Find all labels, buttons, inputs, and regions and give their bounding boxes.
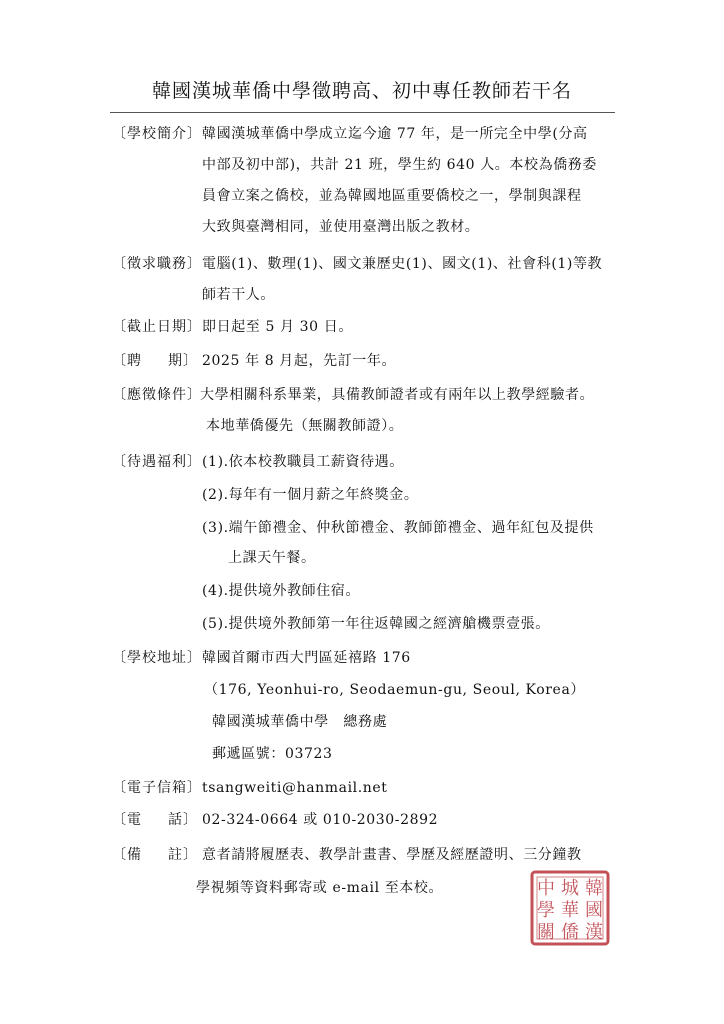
- body-line: 中部及初中部)，共計 21 班，學生約 640 人。本校為僑務委: [202, 157, 597, 173]
- body-line: 郵遞區號：03723: [212, 746, 333, 762]
- page-title: 韓國漢城華僑中學徵聘高、初中專任教師若干名: [151, 80, 572, 102]
- body-line: 02-324-0664 或 010-2030-2892: [202, 812, 439, 828]
- body-line: 2025 年 8 月起，先訂一年。: [202, 353, 397, 369]
- body-line: 師若干人。: [202, 287, 275, 303]
- title-divider: [110, 112, 615, 113]
- body-line: 學視頻等資料郵寄或 e-mail 至本校。: [196, 880, 444, 896]
- section-label: 〔徵求職務〕: [112, 256, 202, 272]
- body-line: 員會立案之僑校，並為韓國地區重要僑校之一，學制與課程: [202, 188, 582, 204]
- seal-glyph: 漢: [585, 922, 603, 943]
- section-label: 〔電子信箱〕: [112, 780, 202, 796]
- body-line: 上課天午餐。: [228, 550, 316, 566]
- section-label: 〔截止日期〕: [112, 319, 202, 335]
- body-line: （176, Yeonhui-ro, Seodaemun-gu, Seoul, Korea）: [204, 682, 585, 698]
- body-line: 本地華僑優先（無關教師證）。: [206, 418, 404, 434]
- body-line: 大學相關科系畢業，具備教師證者或有兩年以上教學經驗者。: [200, 387, 595, 403]
- seal-glyph: 僑: [561, 922, 579, 943]
- section-label: 〔學校簡介〕: [112, 126, 202, 142]
- body-line: 韓國首爾市西大門區延禧路 176: [202, 650, 411, 666]
- body-line: (4).提供境外教師住宿。: [202, 583, 361, 599]
- seal-glyph: 國: [585, 900, 603, 921]
- seal-glyph: 城: [561, 878, 579, 899]
- body-line: 電腦(1)、數理(1)、國文兼歷史(1)、國文(1)、社會科(1)等教: [202, 256, 603, 272]
- section-label: 〔聘期〕: [112, 353, 198, 369]
- seal-glyph: 華: [561, 900, 579, 921]
- section-label: 〔待遇福利〕: [112, 454, 202, 470]
- email-link[interactable]: tsangweiti@hanmail.net: [202, 780, 388, 796]
- body-line: 意者請將履歷表、教學計畫書、學歷及經歷證明、三分鐘教: [202, 847, 582, 863]
- body-line: 韓國漢城華僑中學 總務處: [212, 714, 388, 730]
- body-line: (3).端午節禮金、仲秋節禮金、教師節禮金、過年紅包及提供: [202, 520, 594, 536]
- seal-glyph: 中: [537, 878, 555, 899]
- seal-glyph: 關: [537, 922, 555, 943]
- official-seal-stamp: [530, 870, 610, 946]
- body-line: 即日起至 5 月 30 日。: [202, 319, 353, 335]
- section-label: 〔學校地址〕: [112, 650, 202, 666]
- body-line: (1).依本校教職員工薪資待遇。: [202, 454, 404, 470]
- body-line: 韓國漢城華僑中學成立迄今逾 77 年，是一所完全中學(分高: [202, 126, 588, 142]
- body-line: (2).每年有一個月薪之年終獎金。: [202, 487, 419, 503]
- section-label: 〔應徵條件〕: [112, 387, 202, 403]
- section-label: 〔備註〕: [112, 847, 198, 863]
- section-label: 〔電話〕: [112, 812, 198, 828]
- body-line: 大致與臺灣相同，並使用臺灣出版之教材。: [202, 219, 480, 235]
- seal-glyph: 學: [537, 900, 555, 921]
- body-line: (5).提供境外教師第一年往返韓國之經濟艙機票壹張。: [202, 616, 550, 632]
- seal-glyph: 韓: [585, 878, 603, 899]
